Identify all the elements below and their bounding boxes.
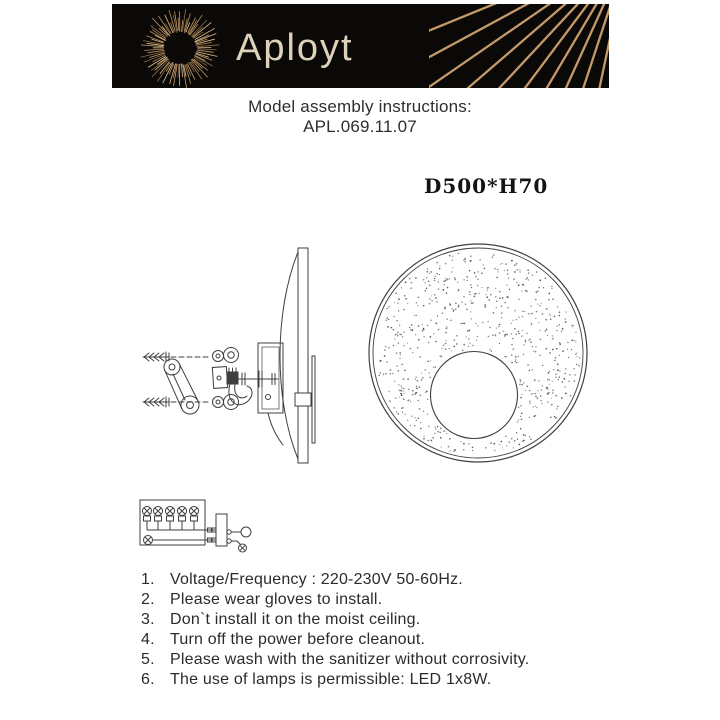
driver-symbol bbox=[216, 514, 227, 546]
instruction-item: 4. Turn off the power before cleanout. bbox=[141, 631, 426, 648]
brand-banner bbox=[112, 4, 609, 88]
led-lamp-symbols bbox=[143, 507, 199, 531]
model-code: APL.069.11.07 bbox=[303, 117, 417, 136]
lamp-opening bbox=[431, 352, 518, 439]
title-line1: Model assembly instructions: bbox=[248, 97, 472, 116]
screw-head-icon bbox=[224, 395, 239, 410]
instruction-item: 2. Please wear gloves to install. bbox=[141, 591, 383, 608]
wire bbox=[235, 384, 247, 398]
wiring-diagram bbox=[125, 488, 265, 563]
front-view-drawing bbox=[365, 240, 595, 470]
lamp-outer-rim bbox=[369, 244, 587, 462]
washer-icon bbox=[213, 397, 224, 408]
screw-head-icon bbox=[224, 348, 239, 363]
instruction-item: 6. The use of lamps is permissible: LED 1x8W. bbox=[141, 671, 492, 688]
instruction-list bbox=[141, 570, 529, 690]
sheet-title bbox=[0, 97, 720, 137]
rays-decoration-icon bbox=[429, 4, 609, 88]
power-cable bbox=[268, 413, 283, 445]
starburst-logo-icon bbox=[136, 4, 224, 88]
side-view-drawing bbox=[135, 200, 320, 475]
starburst-center bbox=[166, 34, 194, 62]
dimensions-label: D500*H70 bbox=[424, 174, 549, 198]
lamp-profile bbox=[280, 248, 315, 463]
instruction-item: 1. Voltage/Frequency : 220-230V 50-60Hz. bbox=[141, 571, 463, 588]
washer-icon bbox=[213, 351, 224, 362]
brand-name: Aployt bbox=[236, 27, 354, 69]
mounting-plate bbox=[212, 367, 227, 389]
supply-terminal bbox=[241, 527, 251, 537]
instruction-item: 3. Don`t install it on the moist ceiling. bbox=[141, 611, 421, 628]
connector-block bbox=[227, 372, 238, 384]
instruction-item: 5. Please wash with the sanitizer without corrosivity. bbox=[141, 651, 530, 668]
